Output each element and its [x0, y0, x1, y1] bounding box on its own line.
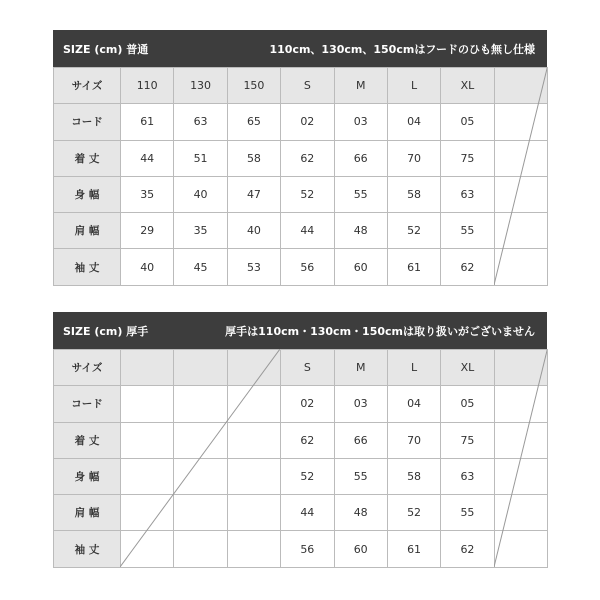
empty-cell [227, 386, 280, 422]
value-cell: 04 [387, 104, 440, 140]
empty-cell [494, 422, 547, 458]
size-table [53, 349, 548, 568]
value-cell: 60 [334, 531, 387, 567]
value-cell: 45 [174, 249, 227, 285]
value-cell: 55 [441, 495, 494, 531]
empty-cell [227, 531, 280, 567]
value-cell: 62 [441, 531, 494, 567]
size-table-regular [53, 30, 547, 286]
empty-cell [494, 350, 547, 386]
table-row [54, 104, 548, 140]
header-row [54, 350, 548, 386]
empty-cell [494, 249, 547, 285]
header-cell: M [334, 350, 387, 386]
table-row [54, 140, 548, 176]
row-label: 身 幅 [54, 176, 121, 212]
value-cell: 47 [227, 176, 280, 212]
value-cell: 53 [227, 249, 280, 285]
header-cell: M [334, 68, 387, 104]
empty-cell [227, 350, 280, 386]
value-cell: 52 [387, 213, 440, 249]
empty-cell [174, 458, 227, 494]
empty-cell [227, 458, 280, 494]
value-cell: 44 [281, 495, 334, 531]
empty-cell [174, 422, 227, 458]
value-cell: 40 [121, 249, 174, 285]
header-cell: 150 [227, 68, 280, 104]
row-label: 袖 丈 [54, 249, 121, 285]
table-row [54, 386, 548, 422]
empty-cell [494, 386, 547, 422]
header-cell: サイズ [54, 350, 121, 386]
empty-cell [121, 531, 174, 567]
value-cell: 65 [227, 104, 280, 140]
header-cell: 110 [121, 68, 174, 104]
row-label: 着 丈 [54, 422, 121, 458]
empty-cell [174, 531, 227, 567]
value-cell: 02 [281, 104, 334, 140]
empty-cell [494, 213, 547, 249]
value-cell: 55 [334, 176, 387, 212]
value-cell: 63 [441, 176, 494, 212]
size-table-thick [53, 312, 547, 568]
empty-cell [121, 350, 174, 386]
row-label: 袖 丈 [54, 531, 121, 567]
value-cell: 51 [174, 140, 227, 176]
value-cell: 29 [121, 213, 174, 249]
table-row [54, 249, 548, 285]
value-cell: 02 [281, 386, 334, 422]
size-table [53, 67, 548, 286]
row-label: コード [54, 386, 121, 422]
row-label: コード [54, 104, 121, 140]
row-label: 身 幅 [54, 458, 121, 494]
empty-cell [121, 422, 174, 458]
value-cell: 35 [121, 176, 174, 212]
value-cell: 04 [387, 386, 440, 422]
header-cell: L [387, 350, 440, 386]
value-cell: 66 [334, 422, 387, 458]
value-cell: 62 [281, 140, 334, 176]
empty-cell [494, 458, 547, 494]
value-cell: 55 [441, 213, 494, 249]
value-cell: 35 [174, 213, 227, 249]
table-row [54, 458, 548, 494]
value-cell: 60 [334, 249, 387, 285]
value-cell: 58 [387, 176, 440, 212]
row-label: 肩 幅 [54, 495, 121, 531]
value-cell: 05 [441, 386, 494, 422]
value-cell: 61 [387, 531, 440, 567]
value-cell: 03 [334, 104, 387, 140]
table-row [54, 422, 548, 458]
value-cell: 52 [387, 495, 440, 531]
value-cell: 05 [441, 104, 494, 140]
value-cell: 48 [334, 495, 387, 531]
empty-cell [227, 422, 280, 458]
empty-cell [174, 386, 227, 422]
header-cell: 130 [174, 68, 227, 104]
empty-cell [121, 458, 174, 494]
value-cell: 52 [281, 176, 334, 212]
header-row [54, 68, 548, 104]
empty-cell [494, 176, 547, 212]
value-cell: 62 [441, 249, 494, 285]
header-cell: XL [441, 68, 494, 104]
value-cell: 61 [387, 249, 440, 285]
value-cell: 66 [334, 140, 387, 176]
empty-cell [121, 495, 174, 531]
empty-cell [494, 68, 547, 104]
empty-cell [494, 104, 547, 140]
value-cell: 62 [281, 422, 334, 458]
table-row [54, 495, 548, 531]
header-cell: L [387, 68, 440, 104]
table-title: SIZE (cm) 厚手 [63, 324, 149, 338]
empty-cell [174, 350, 227, 386]
table-note: 厚手は110cm・130cm・150cmは取り扱いがございません [225, 324, 535, 338]
table-header-bar [53, 30, 547, 67]
value-cell: 75 [441, 422, 494, 458]
value-cell: 70 [387, 422, 440, 458]
header-cell: XL [441, 350, 494, 386]
table-row [54, 213, 548, 249]
empty-cell [174, 495, 227, 531]
value-cell: 63 [441, 458, 494, 494]
empty-cell [494, 495, 547, 531]
value-cell: 40 [174, 176, 227, 212]
value-cell: 61 [121, 104, 174, 140]
value-cell: 52 [281, 458, 334, 494]
value-cell: 44 [121, 140, 174, 176]
header-cell: S [281, 68, 334, 104]
value-cell: 55 [334, 458, 387, 494]
value-cell: 48 [334, 213, 387, 249]
value-cell: 58 [387, 458, 440, 494]
value-cell: 70 [387, 140, 440, 176]
table-row [54, 531, 548, 567]
empty-cell [121, 386, 174, 422]
empty-cell [494, 531, 547, 567]
value-cell: 40 [227, 213, 280, 249]
row-label: 肩 幅 [54, 213, 121, 249]
table-title: SIZE (cm) 普通 [63, 42, 149, 56]
table-row [54, 176, 548, 212]
empty-cell [227, 495, 280, 531]
row-label: 着 丈 [54, 140, 121, 176]
header-cell: S [281, 350, 334, 386]
value-cell: 58 [227, 140, 280, 176]
value-cell: 63 [174, 104, 227, 140]
value-cell: 03 [334, 386, 387, 422]
empty-cell [494, 140, 547, 176]
value-cell: 44 [281, 213, 334, 249]
header-cell: サイズ [54, 68, 121, 104]
table-header-bar [53, 312, 547, 349]
table-note: 110cm、130cm、150cmはフードのひも無し仕様 [269, 42, 535, 56]
value-cell: 75 [441, 140, 494, 176]
value-cell: 56 [281, 531, 334, 567]
value-cell: 56 [281, 249, 334, 285]
